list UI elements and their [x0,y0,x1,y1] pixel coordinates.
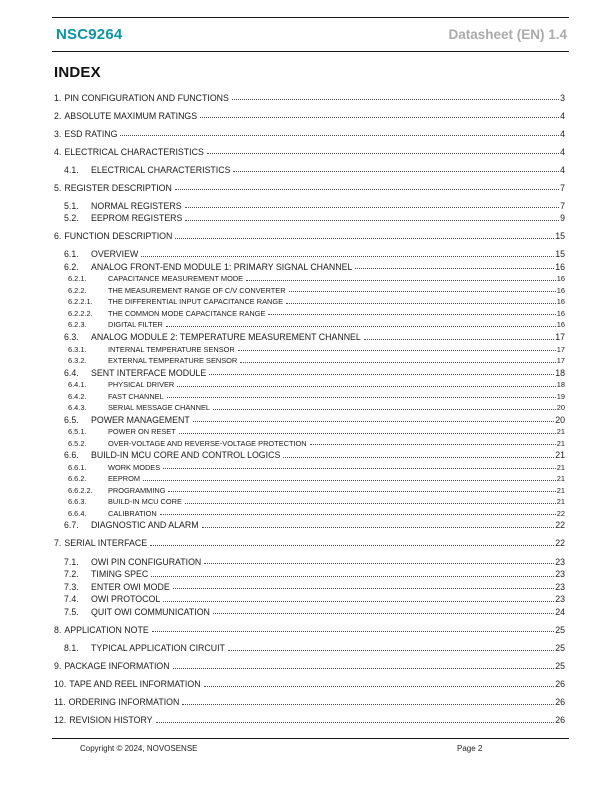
dot-leader [213,409,556,410]
page-header [52,17,569,52]
document-title: Datasheet (EN) 1.4 [448,27,567,42]
dot-leader [163,601,554,602]
toc-entry-page: 20 [556,403,565,413]
toc-entry-page: 4 [560,146,565,157]
toc-entry-page: 18 [555,367,565,378]
toc-entry-label: CAPACITANCE MEASUREMENT MODE [108,274,244,284]
toc-entry-number: 6.4.3. [68,403,87,413]
toc-entry[interactable] [52,579,565,592]
toc-entry-label: EEPROM REGISTERS [91,213,183,224]
toc-entry-page: 21 [556,497,565,507]
toc-entry-page: 21 [556,485,565,495]
toc-entry-page: 23 [555,569,565,580]
toc-entry-label: QUIT OWI COMMUNICATION [91,606,210,617]
toc-entry-label: SENT INTERFACE MODULE [91,367,207,378]
toc-entry[interactable] [52,229,565,242]
toc-entry[interactable] [52,365,565,378]
toc-entry-label: EEPROM [108,474,141,484]
toc-entry[interactable] [52,536,565,549]
toc-entry[interactable] [52,259,565,272]
dot-leader [179,433,556,434]
toc-entry-number: 4. [54,146,62,157]
toc-entry-label: OWI PIN CONFIGURATION [91,556,202,567]
toc-entry-page: 23 [555,556,565,567]
dot-leader [202,527,555,528]
toc-entry-page: 24 [555,606,565,617]
dot-leader [193,421,554,422]
toc-entry-label: CALIBRATION [108,508,157,518]
dot-leader [173,588,555,589]
toc-entry-page: 26 [555,697,565,707]
toc-entry-number: 5.1. [64,200,79,211]
toc-entry-number: 6.5.1. [68,427,87,437]
toc-entry-page: 17 [555,332,565,343]
toc-entry-label: FAST CHANNEL [108,391,164,401]
toc-entry-number: 6.6.2.2. [68,485,93,495]
toc-entry-page: 15 [555,231,565,242]
dot-leader [232,99,559,100]
toc-entry-page: 9 [560,213,565,224]
toc-entry-label: APPLICATION NOTE [64,624,149,635]
toc-entry-page: 4 [560,164,565,175]
toc-entry-page: 21 [556,462,565,472]
toc-entry-number: 1. [54,92,62,103]
dot-leader [228,650,554,651]
dot-leader [289,291,556,292]
toc-entry-label: WORK MODES [108,462,161,472]
toc-entry-label: ANALOG FRONT-END MODULE 1: PRIMARY SIGNAL CHANNEL [91,261,353,272]
dot-leader [173,668,555,669]
toc-entry-page: 21 [556,427,565,437]
copyright-text: Copyright © 2024, NOVOSENSE [80,744,198,753]
toc-entry-page: 20 [555,414,565,425]
dot-leader [182,704,554,705]
table-of-contents [52,90,569,725]
toc-entry-page: 22 [556,508,565,518]
toc-entry-label: PIN CONFIGURATION AND FUNCTIONS [64,92,229,103]
toc-entry[interactable] [52,272,565,284]
toc-entry-number: 6.2.1. [68,274,87,284]
toc-entry-label: POWER MANAGEMENT [91,414,190,425]
toc-entry-label: PACKAGE INFORMATION [64,661,170,671]
toc-entry-number: 3. [54,128,62,139]
toc-entry-label: DIGITAL FILTER [108,320,163,330]
toc-entry-number: 7.5. [64,606,79,617]
dot-leader [238,350,556,351]
toc-entry[interactable] [52,460,565,472]
toc-entry[interactable] [52,554,565,567]
page-title: INDEX [54,64,101,81]
toc-entry[interactable] [52,162,565,175]
dot-leader [175,238,554,239]
toc-entry-page: 4 [560,110,565,121]
toc-entry-label: SERIAL MESSAGE CHANNEL [108,403,210,413]
toc-entry-page: 7 [560,182,565,193]
toc-entry-label: THE MEASUREMENT RANGE OF C/V CONVERTER [108,285,286,295]
toc-entry-number: 6.2.2.1. [68,297,93,307]
toc-entry-page: 26 [555,715,565,725]
toc-entry-page: 23 [555,581,565,592]
toc-entry[interactable] [52,436,565,448]
toc-entry-label: SERIAL INTERFACE [64,538,148,549]
toc-entry-page: 22 [555,538,565,549]
toc-entry-number: 5. [54,182,62,193]
toc-entry-number: 6.4. [64,367,79,378]
dot-leader [355,268,554,269]
dot-leader [185,207,560,208]
dot-leader [200,117,559,118]
dot-leader [213,613,554,614]
toc-entry[interactable] [52,472,565,484]
toc-entry-page: 22 [555,520,565,531]
toc-entry-label: TYPICAL APPLICATION CIRCUIT [91,643,225,653]
dot-leader [151,576,554,577]
toc-entry-label: EXTERNAL TEMPERATURE SENSOR [108,356,238,366]
toc-entry-label: REGISTER DESCRIPTION [64,182,172,193]
toc-entry[interactable] [52,211,565,224]
toc-entry-page: 16 [556,274,565,284]
dot-leader [204,686,555,687]
toc-entry-label: DIAGNOSTIC AND ALARM [91,520,199,531]
dot-leader [209,374,554,375]
toc-entry-number: 6.7. [64,520,79,531]
toc-entry-page: 17 [556,344,565,354]
toc-entry-number: 9. [54,661,62,671]
toc-entry-page: 19 [556,391,565,401]
toc-entry-page: 25 [555,643,565,653]
toc-entry-label: ENTER OWI MODE [91,581,170,592]
toc-entry-label: INTERNAL TEMPERATURE SENSOR [108,344,235,354]
dot-leader [167,397,556,398]
toc-entry-label: REVISION HISTORY [69,715,153,725]
toc-entry[interactable] [52,306,565,318]
dot-leader [185,220,559,221]
toc-entry-number: 6.6. [64,450,79,461]
toc-entry-number: 6.5.2. [68,438,87,448]
toc-entry[interactable] [52,342,565,354]
toc-entry[interactable] [52,283,565,295]
toc-entry-number: 4.1. [64,164,79,175]
dot-leader [185,503,556,504]
toc-entry-number: 6.5. [64,414,79,425]
toc-entry[interactable] [52,695,565,708]
toc-entry[interactable] [52,713,565,726]
toc-entry-page: 26 [555,679,565,689]
dot-leader [175,189,559,190]
dot-leader [166,326,556,327]
dot-leader [141,256,554,257]
toc-entry-number: 6.6.3. [68,497,87,507]
toc-entry-label: OVERVIEW [91,249,139,260]
toc-entry-number: 10. [54,679,67,689]
toc-entry-page: 16 [556,308,565,318]
toc-entry-page: 25 [555,661,565,671]
toc-entry-number: 5.2. [64,213,79,224]
toc-entry-page: 21 [556,438,565,448]
toc-entry[interactable] [52,90,565,103]
toc-entry[interactable] [52,659,565,672]
toc-entry[interactable] [52,604,565,617]
dot-leader [204,563,554,564]
toc-entry-label: OWI PROTOCOL [91,594,161,605]
page-content [52,17,569,731]
toc-entry-number: 7.4. [64,594,79,605]
toc-entry-label: THE COMMON MODE CAPACITANCE RANGE [108,308,266,318]
toc-entry-number: 7. [54,538,62,549]
toc-entry[interactable] [52,329,565,342]
toc-entry-number: 6.6.1. [68,462,87,472]
dot-leader [233,171,559,172]
toc-entry-label: BUILD-IN MCU CORE [108,497,182,507]
toc-entry[interactable] [52,592,565,605]
toc-entry-label: POWER ON RESET [108,427,176,437]
toc-entry-page: 17 [556,356,565,366]
toc-entry-page: 18 [556,380,565,390]
dot-leader [364,339,554,340]
product-name: NSC9264 [56,26,123,43]
dot-leader [120,135,559,136]
page-number-label: Page 2 [457,744,483,753]
toc-entry-number: 6.6.4. [68,508,87,518]
toc-entry-number: 6. [54,231,62,242]
toc-entry[interactable] [52,318,565,330]
toc-entry-number: 2. [54,110,62,121]
dot-leader [310,444,556,445]
toc-entry[interactable] [52,108,565,121]
toc-entry-number: 7.1. [64,556,79,567]
toc-entry-page: 16 [556,297,565,307]
toc-entry-number: 6.6.2. [68,474,87,484]
toc-entry-number: 6.2.3. [68,320,87,330]
toc-entry-page: 21 [555,450,565,461]
toc-entry[interactable] [52,448,565,461]
toc-entry-number: 8. [54,624,62,635]
toc-entry-label: OVER-VOLTAGE AND REVERSE-VOLTAGE PROTECTION [108,438,307,448]
toc-entry[interactable] [52,567,565,580]
toc-entry-label: BUILD-IN MCU CORE AND CONTROL LOGICS [91,450,281,461]
toc-entry[interactable] [52,198,565,211]
toc-entry[interactable] [52,389,565,401]
toc-entry[interactable] [52,506,565,518]
toc-entry-label: THE DIFFERENTIAL INPUT CAPACITANCE RANGE [108,297,284,307]
toc-entry-number: 6.2.2.2. [68,308,93,318]
toc-entry-label: TIMING SPEC [91,569,149,580]
toc-entry-number: 7.2. [64,569,79,580]
toc-entry[interactable] [52,247,565,260]
toc-entry-number: 6.3.1. [68,344,87,354]
toc-entry-page: 7 [560,200,565,211]
toc-entry-page: 25 [555,624,565,635]
toc-entry-label: TAPE AND REEL INFORMATION [69,679,201,689]
toc-entry-number: 6.1. [64,249,79,260]
toc-entry[interactable] [52,640,565,653]
toc-entry-page: 16 [556,320,565,330]
toc-entry-page: 4 [560,128,565,139]
toc-entry[interactable] [52,354,565,366]
toc-entry[interactable] [52,412,565,425]
toc-entry-label: ELECTRICAL CHARACTERISTICS [64,146,204,157]
toc-entry-number: 6.2. [64,261,79,272]
toc-entry-page: 21 [556,474,565,484]
dot-leader [150,545,554,546]
toc-entry-label: ANALOG MODULE 2: TEMPERATURE MEASUREMENT CHANNEL [91,332,361,343]
toc-entry-number: 8.1. [64,643,79,653]
dot-leader [207,153,559,154]
toc-entry-number: 12. [54,715,67,725]
toc-entry-label: PROGRAMMING [108,485,166,495]
toc-entry[interactable] [52,126,565,139]
toc-entry[interactable] [52,622,565,635]
toc-entry[interactable] [52,180,565,193]
toc-entry-page: 16 [555,261,565,272]
toc-entry-page: 23 [555,594,565,605]
toc-entry[interactable] [52,518,565,531]
toc-entry-number: 6.2.2. [68,285,87,295]
dot-leader [246,280,556,281]
toc-entry-number: 6.3. [64,332,79,343]
toc-entry-label: NORMAL REGISTERS [91,200,182,211]
toc-entry[interactable] [52,144,565,157]
toc-entry[interactable] [52,295,565,307]
toc-entry[interactable] [52,378,565,390]
toc-entry[interactable] [52,483,565,495]
dot-leader [163,468,556,469]
toc-entry[interactable] [52,401,565,413]
dot-leader [268,314,555,315]
dot-leader [152,631,554,632]
toc-entry-number: 6.3.2. [68,356,87,366]
toc-entry-label: ABSOLUTE MAXIMUM RATINGS [64,110,198,121]
toc-entry[interactable] [52,425,565,437]
toc-entry-page: 16 [556,285,565,295]
toc-entry-label: ESD RATING [64,128,118,139]
toc-entry[interactable] [52,677,565,690]
toc-entry-page: 15 [555,249,565,260]
toc-entry-label: ELECTRICAL CHARACTERISTICS [91,164,231,175]
dot-leader [283,457,554,458]
toc-entry-label: PHYSICAL DRIVER [108,380,175,390]
toc-entry-label: FUNCTION DESCRIPTION [64,231,173,242]
dot-leader [177,386,556,387]
dot-leader [143,480,556,481]
toc-entry-number: 11. [54,697,66,707]
dot-leader [240,362,556,363]
toc-entry-number: 6.4.2. [68,391,87,401]
dot-leader [286,303,556,304]
dot-leader [168,491,555,492]
toc-entry-number: 6.4.1. [68,380,87,390]
toc-entry-number: 7.3. [64,581,79,592]
toc-entry-page: 3 [560,92,565,103]
toc-entry-label: ORDERING INFORMATION [68,697,180,707]
page-footer [52,738,569,753]
toc-entry[interactable] [52,495,565,507]
dot-leader [160,514,556,515]
dot-leader [156,722,555,723]
